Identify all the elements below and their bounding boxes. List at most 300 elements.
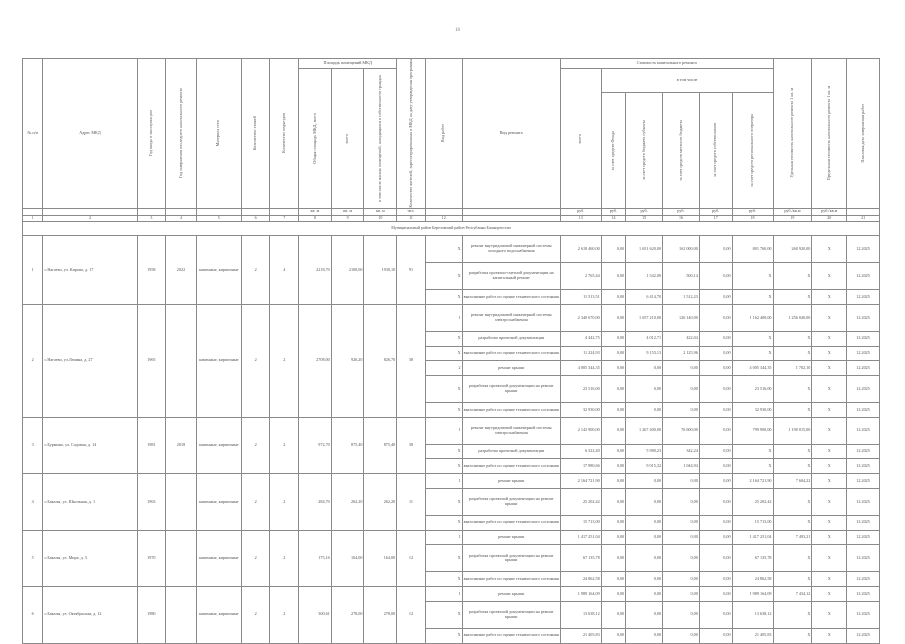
limit-cost: X bbox=[812, 444, 847, 459]
cost-local-budget: 126 140,00 bbox=[663, 304, 700, 331]
cost-total: 2 143 900,00 bbox=[560, 417, 601, 444]
units-row: кв. м кв. м кв. м чел. руб. руб. руб. руб. руб. руб. руб./кв.м руб./кв.м bbox=[23, 208, 880, 215]
repair-type: выполнение работ по оценке технического состояния bbox=[462, 628, 560, 643]
repair-program-table bbox=[22, 58, 880, 644]
living-area: 278,00 bbox=[331, 587, 364, 644]
house-address: с.Нагаево, ул. Кирова, д. 17 bbox=[43, 236, 137, 305]
living-area: 875,40 bbox=[331, 417, 364, 473]
build-year: 1980 bbox=[137, 587, 166, 644]
cost-owners: 0,00 bbox=[699, 376, 732, 403]
table-row bbox=[23, 304, 880, 331]
residents: 38 bbox=[397, 417, 426, 473]
wall-material: каменные, кирпичные bbox=[196, 587, 241, 644]
total-area: 2218,70 bbox=[299, 236, 332, 305]
completion-date: 12.2025 bbox=[847, 331, 880, 346]
cost-owners: 0,00 bbox=[699, 530, 732, 545]
house-address: с.Бакалы, ул. Октябрьская, д. 12 bbox=[43, 587, 137, 644]
unit-cost: X bbox=[773, 572, 812, 587]
cost-region-budget: 0,00 bbox=[626, 488, 663, 515]
completion-date: 12.2025 bbox=[847, 290, 880, 305]
completion-date: 12.2025 bbox=[847, 444, 880, 459]
column-number: 5 bbox=[196, 215, 241, 221]
cost-local-budget: 2 125,96 bbox=[663, 346, 700, 361]
work-number: X bbox=[425, 545, 462, 572]
cost-fund: 0,00 bbox=[601, 331, 626, 346]
entrances: 2 bbox=[270, 304, 299, 417]
cost-local-budget: 162 000,00 bbox=[663, 236, 700, 263]
cost-fund: 0,00 bbox=[601, 290, 626, 305]
unit-cost: X bbox=[773, 545, 812, 572]
cost-fund: 0,00 bbox=[601, 236, 626, 263]
residents: 12 bbox=[397, 587, 426, 644]
cost-owners: 0,00 bbox=[699, 346, 732, 361]
entrances: 2 bbox=[270, 417, 299, 473]
cost-owners: 0,00 bbox=[699, 361, 732, 376]
entrances: 2 bbox=[270, 530, 299, 586]
completion-date: 12.2025 bbox=[847, 346, 880, 361]
unit-cost: X bbox=[773, 346, 812, 361]
column-number: 9 bbox=[331, 215, 364, 221]
last-repair-year: 2022 bbox=[166, 236, 197, 305]
wall-material: каменные, кирпичные bbox=[196, 417, 241, 473]
cost-local-budget: 0,00 bbox=[663, 587, 700, 602]
cost-region-budget: 5 980,23 bbox=[626, 444, 663, 459]
owned-area: 875,40 bbox=[364, 417, 397, 473]
cost-local-budget: 76 600,00 bbox=[663, 417, 700, 444]
cost-fund: 0,00 bbox=[601, 488, 626, 515]
entrances: 2 bbox=[270, 587, 299, 644]
completion-date: 12.2025 bbox=[847, 515, 880, 530]
cost-local-budget: 0,00 bbox=[663, 530, 700, 545]
completion-date: 12.2025 bbox=[847, 572, 880, 587]
column-number: 8 bbox=[299, 215, 332, 221]
limit-cost: X bbox=[812, 530, 847, 545]
floors: 2 bbox=[241, 236, 270, 305]
cost-total: 2 618 460,00 bbox=[560, 236, 601, 263]
table-row bbox=[23, 474, 880, 489]
unit-cost: 1 190 015,00 bbox=[773, 417, 812, 444]
column-number: 15 bbox=[626, 215, 663, 221]
work-number: X bbox=[425, 459, 462, 474]
cost-owners: 0,00 bbox=[699, 515, 732, 530]
cost-operator: 24 862,58 bbox=[732, 572, 773, 587]
work-number: X bbox=[425, 601, 462, 628]
build-year: 1958 bbox=[137, 236, 166, 305]
completion-date: 12.2025 bbox=[847, 459, 880, 474]
build-year: 1963 bbox=[137, 474, 166, 530]
repair-type: ремонт крыши bbox=[462, 361, 560, 376]
cost-region-budget: 1 542,00 bbox=[626, 263, 663, 290]
limit-cost: X bbox=[812, 587, 847, 602]
work-number: 2 bbox=[425, 361, 462, 376]
build-year: 1981 bbox=[137, 417, 166, 473]
repair-type: разработка проектной документации bbox=[462, 331, 560, 346]
cost-local-budget: 1 044,94 bbox=[663, 459, 700, 474]
work-number: X bbox=[425, 236, 462, 263]
cost-total: 17 980,66 bbox=[560, 459, 601, 474]
cost-operator: X bbox=[732, 444, 773, 459]
unit-cost: 1 702,10 bbox=[773, 361, 812, 376]
column-number: 4 bbox=[166, 215, 197, 221]
cost-owners: 0,00 bbox=[699, 403, 732, 418]
total-area: 300,61 bbox=[299, 587, 332, 644]
house-address: с.Нагаево, ул.Ленина, д. 27 bbox=[43, 304, 137, 417]
floors: 2 bbox=[241, 474, 270, 530]
cost-operator: 1 162 400,00 bbox=[732, 304, 773, 331]
limit-cost: X bbox=[812, 474, 847, 489]
work-number: X bbox=[425, 628, 462, 643]
cost-region-budget: 1 267 400,00 bbox=[626, 417, 663, 444]
limit-cost: X bbox=[812, 572, 847, 587]
cost-region-budget: 6 414,70 bbox=[626, 290, 663, 305]
cost-local-budget: 0,00 bbox=[663, 403, 700, 418]
cost-operator: 13 638,12 bbox=[732, 601, 773, 628]
repair-type: ремонт внутридомовой инженерной системы электроснабжения bbox=[462, 417, 560, 444]
column-number: 12 bbox=[425, 215, 462, 221]
cost-local-budget: 0,00 bbox=[663, 601, 700, 628]
living-area: 164,00 bbox=[331, 530, 364, 586]
table-header: № п/п Адрес МКД Год ввода в эксплуатацию Год завершения последнего капитального ремонта Материал стен Количество этажей Количество подъездов Площадь помещений МКД Количество жителей, зарегистрированных в МКД на дату утверждения программы Вид работ Вид ремонта Стоимость капитального ремонта Удельная стоимость капитального ремонта 1 кв. м Предельная стоимость капитального ремонта 1 кв. м Плановая дата завершения работ Общая площадь МКД, всего всего в том числе жилых помещений, находящихся в собственности граждан всего в том числе за счет средств Фонда за счет средств бюджета субъекта за счет средств местного бюджета за счет средств собственников за счет средств регионального оператора кв. м кв. м кв. м чел. руб. руб. руб. руб. руб. руб. руб./кв.м руб./кв.м 1 2 3 4 5 6 7 8 9 10 11 12 13 14 15 16 17 18 19 20 21 bbox=[23, 59, 880, 222]
cost-local-budget: 0,00 bbox=[663, 361, 700, 376]
column-number: 2 bbox=[43, 215, 137, 221]
owned-area: 1930,10 bbox=[364, 236, 397, 305]
cost-total: 13 638,12 bbox=[560, 601, 601, 628]
limit-cost: X bbox=[812, 331, 847, 346]
cost-owners: 0,00 bbox=[699, 474, 732, 489]
work-number: X bbox=[425, 572, 462, 587]
cost-fund: 0,00 bbox=[601, 444, 626, 459]
cost-owners: 0,00 bbox=[699, 290, 732, 305]
completion-date: 12.2025 bbox=[847, 361, 880, 376]
cost-region-budget: 0,00 bbox=[626, 474, 663, 489]
cost-total: 4 442,75 bbox=[560, 331, 601, 346]
cost-operator: 15 713,00 bbox=[732, 515, 773, 530]
living-area: 2100,00 bbox=[331, 236, 364, 305]
limit-cost: X bbox=[812, 545, 847, 572]
hdr-area-group: Площадь помещений МКД bbox=[299, 59, 397, 69]
column-number: 6 bbox=[241, 215, 270, 221]
house-number: 3 bbox=[23, 417, 43, 473]
cost-owners: 0,00 bbox=[699, 587, 732, 602]
column-number: 1 bbox=[23, 215, 43, 221]
cost-fund: 0,00 bbox=[601, 417, 626, 444]
table-row bbox=[23, 417, 880, 444]
cost-owners: 0,00 bbox=[699, 572, 732, 587]
cost-region-budget: 4 012,71 bbox=[626, 331, 663, 346]
hdr-repair-type: Вид ремонта bbox=[462, 59, 560, 209]
total-area: 2708,00 bbox=[299, 304, 332, 417]
work-number: X bbox=[425, 331, 462, 346]
cost-region-budget: 0,00 bbox=[626, 361, 663, 376]
limit-cost: X bbox=[812, 236, 847, 263]
cost-owners: 0,00 bbox=[699, 331, 732, 346]
table-body bbox=[23, 221, 880, 643]
completion-date: 12.2025 bbox=[847, 601, 880, 628]
limit-cost: X bbox=[812, 628, 847, 643]
cost-fund: 0,00 bbox=[601, 304, 626, 331]
hdr-address: Адрес МКД bbox=[43, 59, 137, 209]
page-number: 16 bbox=[455, 28, 460, 33]
work-number: 1 bbox=[425, 304, 462, 331]
repair-type: разработка проектной документации на ремонт крыши bbox=[462, 488, 560, 515]
build-year: 1970 bbox=[137, 530, 166, 586]
cost-local-budget: 1 512,23 bbox=[663, 290, 700, 305]
cost-region-budget: 0,00 bbox=[626, 587, 663, 602]
repair-type: выполнение работ по оценке технического состояния bbox=[462, 346, 560, 361]
cost-total: 2 164 721,90 bbox=[560, 474, 601, 489]
completion-date: 12.2025 bbox=[847, 403, 880, 418]
cost-region-budget: 9 015,32 bbox=[626, 459, 663, 474]
work-number: X bbox=[425, 515, 462, 530]
work-number: 1 bbox=[425, 587, 462, 602]
total-area: 284,70 bbox=[299, 474, 332, 530]
cost-local-budget: 422,04 bbox=[663, 331, 700, 346]
cost-fund: 0,00 bbox=[601, 628, 626, 643]
cost-local-budget: 342,24 bbox=[663, 444, 700, 459]
unit-cost: 260 920,00 bbox=[773, 236, 812, 263]
build-year: 1965 bbox=[137, 304, 166, 417]
cost-total: 11 513,51 bbox=[560, 290, 601, 305]
repair-type: ремонт крыши bbox=[462, 530, 560, 545]
cost-total: 67 135,78 bbox=[560, 545, 601, 572]
work-number: X bbox=[425, 346, 462, 361]
wall-material: каменные, кирпичные bbox=[196, 236, 241, 305]
repair-type: ремонт внутридомовой инженерной системы холодного водоснабжения bbox=[462, 236, 560, 263]
cost-total: 24 862,58 bbox=[560, 572, 601, 587]
residents: 91 bbox=[397, 236, 426, 305]
total-area: 972,70 bbox=[299, 417, 332, 473]
unit-cost: 7 434,12 bbox=[773, 587, 812, 602]
wall-material: каменные, кирпичные bbox=[196, 474, 241, 530]
region-row bbox=[23, 221, 880, 236]
cost-fund: 0,00 bbox=[601, 587, 626, 602]
living-area: 262,20 bbox=[331, 474, 364, 530]
cost-fund: 0,00 bbox=[601, 474, 626, 489]
cost-operator: X bbox=[732, 331, 773, 346]
unit-cost: 1 256 040,00 bbox=[773, 304, 812, 331]
cost-region-budget: 0,00 bbox=[626, 530, 663, 545]
repair-type: выполнение работ по оценке технического состояния bbox=[462, 515, 560, 530]
wall-material: каменные, кирпичные bbox=[196, 304, 241, 417]
cost-fund: 0,00 bbox=[601, 572, 626, 587]
cost-total: 23 516,00 bbox=[560, 376, 601, 403]
cost-operator: 1 417 251,04 bbox=[732, 530, 773, 545]
cost-total: 1 417 251,04 bbox=[560, 530, 601, 545]
unit-cost: X bbox=[773, 331, 812, 346]
cost-operator: 4 005 344,35 bbox=[732, 361, 773, 376]
completion-date: 12.2025 bbox=[847, 263, 880, 290]
cost-operator: X bbox=[732, 263, 773, 290]
cost-local-budget: 0,00 bbox=[663, 572, 700, 587]
cost-fund: 0,00 bbox=[601, 263, 626, 290]
cost-fund: 0,00 bbox=[601, 515, 626, 530]
cost-local-budget: 0,00 bbox=[663, 376, 700, 403]
completion-date: 12.2025 bbox=[847, 474, 880, 489]
cost-total: 32 930,00 bbox=[560, 403, 601, 418]
unit-cost: X bbox=[773, 488, 812, 515]
table-row bbox=[23, 236, 880, 263]
cost-total: 1 989 164,09 bbox=[560, 587, 601, 602]
completion-date: 12.2025 bbox=[847, 488, 880, 515]
cost-region-budget: 0,00 bbox=[626, 601, 663, 628]
cost-fund: 0,00 bbox=[601, 346, 626, 361]
cost-operator: 801 760,00 bbox=[732, 236, 773, 263]
cost-total: 21 405,83 bbox=[560, 628, 601, 643]
cost-owners: 0,00 bbox=[699, 545, 732, 572]
house-address: с.Бакалы, ул. Школьная, д. 1 bbox=[43, 474, 137, 530]
cost-owners: 0,00 bbox=[699, 263, 732, 290]
unit-cost: X bbox=[773, 515, 812, 530]
column-number: 17 bbox=[699, 215, 732, 221]
floors: 2 bbox=[241, 530, 270, 586]
cost-fund: 0,00 bbox=[601, 376, 626, 403]
cost-local-budget: 0,00 bbox=[663, 628, 700, 643]
completion-date: 12.2025 bbox=[847, 304, 880, 331]
repair-type: выполнение работ по оценке технического состояния bbox=[462, 459, 560, 474]
house-number: 4 bbox=[23, 474, 43, 530]
total-area: 175,16 bbox=[299, 530, 332, 586]
cost-local-budget: 0,00 bbox=[663, 545, 700, 572]
limit-cost: X bbox=[812, 263, 847, 290]
cost-total: 25 202,42 bbox=[560, 488, 601, 515]
unit-cost: X bbox=[773, 459, 812, 474]
floors: 2 bbox=[241, 587, 270, 644]
column-number: 7 bbox=[270, 215, 299, 221]
repair-type: разработка проектной документации на ремонт крыши bbox=[462, 376, 560, 403]
repair-type: выполнение работ по оценке технического состояния bbox=[462, 290, 560, 305]
cost-local-budget: 500,14 bbox=[663, 263, 700, 290]
cost-region-budget: 0,00 bbox=[626, 628, 663, 643]
cost-fund: 0,00 bbox=[601, 459, 626, 474]
cost-operator: 23 516,00 bbox=[732, 376, 773, 403]
entrances: 2 bbox=[270, 474, 299, 530]
owned-area: 278,00 bbox=[364, 587, 397, 644]
cost-operator: 799 900,00 bbox=[732, 417, 773, 444]
repair-type: ремонт крыши bbox=[462, 474, 560, 489]
cost-region-budget: 1 651 620,00 bbox=[626, 236, 663, 263]
repair-type: ремонт крыши bbox=[462, 587, 560, 602]
cost-local-budget: 0,00 bbox=[663, 515, 700, 530]
table-row bbox=[23, 587, 880, 602]
work-number: X bbox=[425, 444, 462, 459]
column-number: 21 bbox=[847, 215, 880, 221]
limit-cost: X bbox=[812, 601, 847, 628]
cost-local-budget: 0,00 bbox=[663, 474, 700, 489]
wall-material: каменные, кирпичные bbox=[196, 530, 241, 586]
completion-date: 12.2025 bbox=[847, 236, 880, 263]
cost-region-budget: 9 153,13 bbox=[626, 346, 663, 361]
house-number: 2 bbox=[23, 304, 43, 417]
cost-operator: 25 202,42 bbox=[732, 488, 773, 515]
cost-region-budget: 0,00 bbox=[626, 515, 663, 530]
cost-total: 6 322,40 bbox=[560, 444, 601, 459]
work-number: 1 bbox=[425, 474, 462, 489]
repair-type: разработка проектной документации bbox=[462, 444, 560, 459]
work-number: 1 bbox=[425, 417, 462, 444]
repair-type: ремонт внутридомовой инженерной системы электроснабжения bbox=[462, 304, 560, 331]
limit-cost: X bbox=[812, 290, 847, 305]
cost-total: 4 005 344,35 bbox=[560, 361, 601, 376]
cost-total: 15 713,00 bbox=[560, 515, 601, 530]
house-number: 5 bbox=[23, 530, 43, 586]
cost-total: 2 340 670,00 bbox=[560, 304, 601, 331]
last-repair-year bbox=[166, 587, 197, 644]
entrances: 4 bbox=[270, 236, 299, 305]
column-number: 20 bbox=[812, 215, 847, 221]
last-repair-year bbox=[166, 530, 197, 586]
cost-owners: 0,00 bbox=[699, 444, 732, 459]
limit-cost: X bbox=[812, 376, 847, 403]
cost-operator: X bbox=[732, 290, 773, 305]
region-name: Муниципальный район Березовский район Республики Башкортостан bbox=[23, 221, 880, 236]
cost-fund: 0,00 bbox=[601, 530, 626, 545]
cost-owners: 0,00 bbox=[699, 236, 732, 263]
residents: 38 bbox=[397, 304, 426, 417]
last-repair-year bbox=[166, 474, 197, 530]
cost-total: 11 224,93 bbox=[560, 346, 601, 361]
completion-date: 12.2025 bbox=[847, 530, 880, 545]
owned-area: 164,00 bbox=[364, 530, 397, 586]
residents: 12 bbox=[397, 530, 426, 586]
cost-owners: 0,00 bbox=[699, 417, 732, 444]
cost-local-budget: 0,00 bbox=[663, 488, 700, 515]
column-number: 14 bbox=[601, 215, 626, 221]
repair-type: выполнение работ по оценке технического состояния bbox=[462, 572, 560, 587]
cost-operator: 21 405,83 bbox=[732, 628, 773, 643]
unit-cost: X bbox=[773, 628, 812, 643]
cost-region-budget: 0,00 bbox=[626, 376, 663, 403]
completion-date: 12.2025 bbox=[847, 417, 880, 444]
cost-owners: 0,00 bbox=[699, 601, 732, 628]
hdr-cost-group: Стоимость капитального ремонта bbox=[560, 59, 773, 69]
house-address: с.Бурмино, ул. Садовая, д. 14 bbox=[43, 417, 137, 473]
unit-cost: X bbox=[773, 263, 812, 290]
cost-operator: X bbox=[732, 346, 773, 361]
repair-type: разработка проектной документации на ремонт крыши bbox=[462, 545, 560, 572]
repair-type: разработка проектной документации на ремонт крыши bbox=[462, 601, 560, 628]
completion-date: 12.2025 bbox=[847, 628, 880, 643]
limit-cost: X bbox=[812, 417, 847, 444]
cost-operator: 2 164 721,90 bbox=[732, 474, 773, 489]
work-number: 1 bbox=[425, 530, 462, 545]
limit-cost: X bbox=[812, 304, 847, 331]
limit-cost: X bbox=[812, 346, 847, 361]
completion-date: 12.2025 bbox=[847, 587, 880, 602]
cost-owners: 0,00 bbox=[699, 459, 732, 474]
floors: 2 bbox=[241, 417, 270, 473]
owned-area: 262,20 bbox=[364, 474, 397, 530]
cost-total: 2 765,44 bbox=[560, 263, 601, 290]
unit-cost: 7 493,21 bbox=[773, 530, 812, 545]
repair-type: разработка проектно-сметной документации на капитальный ремонт bbox=[462, 263, 560, 290]
limit-cost: X bbox=[812, 361, 847, 376]
cost-operator: X bbox=[732, 459, 773, 474]
cost-region-budget: 1 657 210,00 bbox=[626, 304, 663, 331]
limit-cost: X bbox=[812, 459, 847, 474]
work-number: X bbox=[425, 403, 462, 418]
unit-cost: X bbox=[773, 403, 812, 418]
cost-owners: 0,00 bbox=[699, 628, 732, 643]
unit-cost: X bbox=[773, 601, 812, 628]
column-number: 16 bbox=[663, 215, 700, 221]
unit-cost: X bbox=[773, 376, 812, 403]
cost-operator: 1 989 164,09 bbox=[732, 587, 773, 602]
last-repair-year bbox=[166, 304, 197, 417]
repair-type: выполнение работ по оценке технического состояния bbox=[462, 403, 560, 418]
cost-fund: 0,00 bbox=[601, 361, 626, 376]
cost-fund: 0,00 bbox=[601, 601, 626, 628]
unit-cost: 7 604,22 bbox=[773, 474, 812, 489]
